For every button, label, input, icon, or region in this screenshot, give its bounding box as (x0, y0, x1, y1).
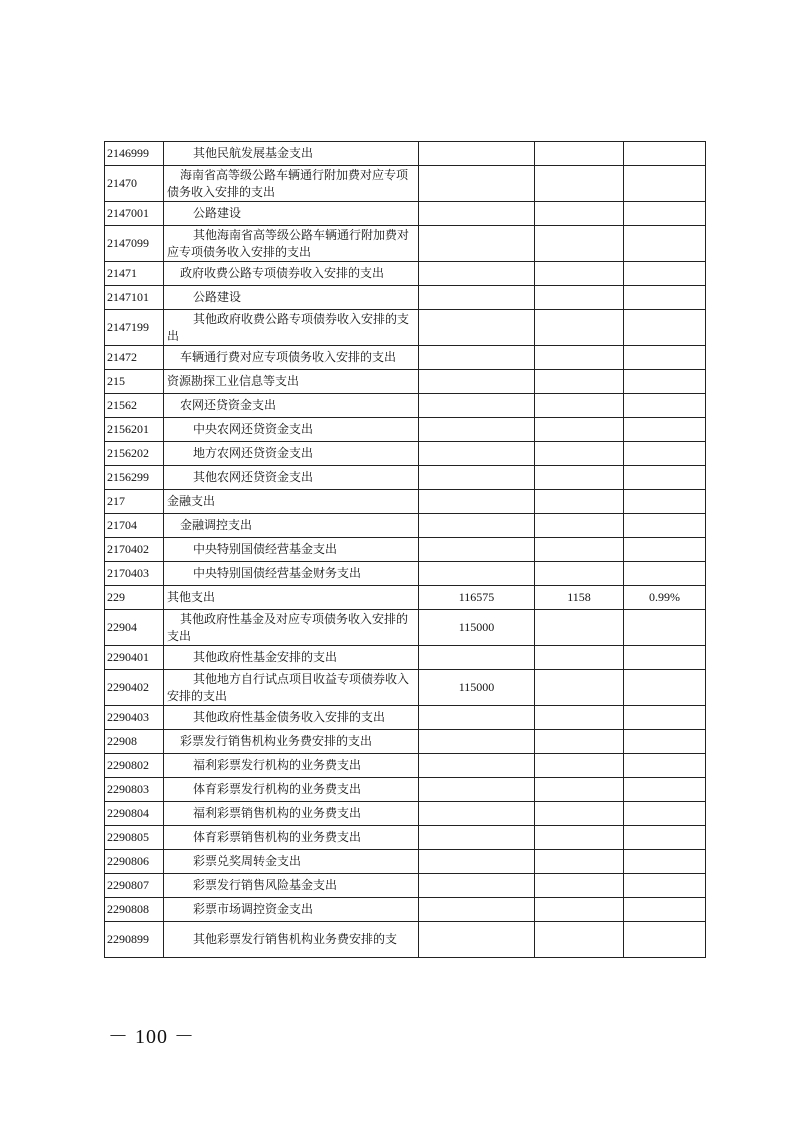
code-cell: 2290806 (105, 850, 164, 874)
name-cell: 公路建设 (164, 286, 419, 310)
name-cell: 其他政府收费公路专项债券收入安排的支出 (164, 310, 419, 346)
percent-cell (624, 754, 706, 778)
name-cell: 其他政府性基金及对应专项债务收入安排的支出 (164, 610, 419, 646)
code-cell: 2290805 (105, 826, 164, 850)
code-cell: 2290403 (105, 706, 164, 730)
amount-cell (419, 922, 535, 958)
percent-cell (624, 610, 706, 646)
percent-cell (624, 346, 706, 370)
amount-cell (535, 394, 624, 418)
amount-cell (419, 226, 535, 262)
code-cell: 21471 (105, 262, 164, 286)
percent-cell (624, 706, 706, 730)
percent-cell (624, 670, 706, 706)
percent-cell: 0.99% (624, 586, 706, 610)
percent-cell (624, 202, 706, 226)
code-cell: 2290402 (105, 670, 164, 706)
name-cell: 海南省高等级公路车辆通行附加费对应专项债务收入安排的支出 (164, 166, 419, 202)
name-cell: 体育彩票发行机构的业务费支出 (164, 778, 419, 802)
name-cell: 中央特别国债经营基金财务支出 (164, 562, 419, 586)
percent-cell (624, 538, 706, 562)
amount-cell (535, 778, 624, 802)
code-cell: 217 (105, 490, 164, 514)
code-cell: 2170402 (105, 538, 164, 562)
amount-cell: 115000 (419, 670, 535, 706)
page-number: － 100 － (108, 1026, 195, 1048)
code-cell: 2290804 (105, 802, 164, 826)
table-row (105, 826, 706, 850)
amount-cell (419, 874, 535, 898)
table-row (105, 922, 706, 958)
amount-cell (535, 202, 624, 226)
percent-cell (624, 166, 706, 202)
code-cell: 2147199 (105, 310, 164, 346)
amount-cell (419, 166, 535, 202)
code-cell: 21472 (105, 346, 164, 370)
percent-cell (624, 310, 706, 346)
amount-cell (419, 370, 535, 394)
code-cell: 2290899 (105, 922, 164, 958)
code-cell: 215 (105, 370, 164, 394)
code-cell: 2156299 (105, 466, 164, 490)
code-cell: 21704 (105, 514, 164, 538)
amount-cell: 116575 (419, 586, 535, 610)
name-cell: 其他农网还贷资金支出 (164, 466, 419, 490)
amount-cell (419, 490, 535, 514)
code-cell: 22908 (105, 730, 164, 754)
amount-cell (419, 898, 535, 922)
amount-cell (419, 646, 535, 670)
table-row (105, 610, 706, 646)
percent-cell (624, 802, 706, 826)
percent-cell (624, 142, 706, 166)
amount-cell (535, 262, 624, 286)
amount-cell (535, 610, 624, 646)
amount-cell (535, 754, 624, 778)
table-row (105, 490, 706, 514)
name-cell: 中央农网还贷资金支出 (164, 418, 419, 442)
amount-cell (419, 778, 535, 802)
amount-cell (535, 346, 624, 370)
table-row (105, 802, 706, 826)
amount-cell (535, 286, 624, 310)
amount-cell (535, 922, 624, 958)
amount-cell (419, 754, 535, 778)
amount-cell (535, 310, 624, 346)
code-cell: 2290803 (105, 778, 164, 802)
name-cell: 其他支出 (164, 586, 419, 610)
percent-cell (624, 730, 706, 754)
percent-cell (624, 874, 706, 898)
table-row (105, 898, 706, 922)
amount-cell (535, 706, 624, 730)
amount-cell (535, 562, 624, 586)
table-body (105, 142, 706, 958)
amount-cell (535, 418, 624, 442)
table-row (105, 370, 706, 394)
table-row (105, 226, 706, 262)
amount-cell (419, 202, 535, 226)
amount-cell (535, 646, 624, 670)
percent-cell (624, 562, 706, 586)
percent-cell (624, 646, 706, 670)
code-cell: 2290802 (105, 754, 164, 778)
code-cell: 21470 (105, 166, 164, 202)
amount-cell: 1158 (535, 586, 624, 610)
amount-cell (535, 670, 624, 706)
code-cell: 21562 (105, 394, 164, 418)
amount-cell (535, 142, 624, 166)
amount-cell (535, 490, 624, 514)
code-cell: 229 (105, 586, 164, 610)
percent-cell (624, 286, 706, 310)
amount-cell (419, 730, 535, 754)
amount-cell (535, 538, 624, 562)
amount-cell (535, 802, 624, 826)
name-cell: 农网还贷资金支出 (164, 394, 419, 418)
code-cell: 2156202 (105, 442, 164, 466)
table-row (105, 646, 706, 670)
table-row (105, 706, 706, 730)
name-cell: 其他民航发展基金支出 (164, 142, 419, 166)
table-row (105, 562, 706, 586)
table-row (105, 754, 706, 778)
name-cell: 福利彩票销售机构的业务费支出 (164, 802, 419, 826)
table-row (105, 142, 706, 166)
amount-cell (419, 538, 535, 562)
name-cell: 其他政府性基金债务收入安排的支出 (164, 706, 419, 730)
amount-cell (535, 874, 624, 898)
name-cell: 彩票发行销售机构业务费安排的支出 (164, 730, 419, 754)
percent-cell (624, 898, 706, 922)
amount-cell (419, 850, 535, 874)
code-cell: 2170403 (105, 562, 164, 586)
name-cell: 福利彩票发行机构的业务费支出 (164, 754, 419, 778)
name-cell: 中央特别国债经营基金支出 (164, 538, 419, 562)
table-row (105, 538, 706, 562)
percent-cell (624, 850, 706, 874)
amount-cell (535, 730, 624, 754)
amount-cell (419, 826, 535, 850)
amount-cell (535, 826, 624, 850)
budget-expenditure-table (104, 141, 706, 958)
amount-cell (419, 418, 535, 442)
table-row (105, 442, 706, 466)
percent-cell (624, 514, 706, 538)
amount-cell (535, 514, 624, 538)
percent-cell (624, 370, 706, 394)
amount-cell (419, 706, 535, 730)
name-cell: 地方农网还贷资金支出 (164, 442, 419, 466)
name-cell: 体育彩票销售机构的业务费支出 (164, 826, 419, 850)
name-cell: 其他政府性基金安排的支出 (164, 646, 419, 670)
amount-cell (419, 802, 535, 826)
name-cell: 资源勘探工业信息等支出 (164, 370, 419, 394)
table-row (105, 262, 706, 286)
amount-cell (419, 346, 535, 370)
code-cell: 22904 (105, 610, 164, 646)
name-cell: 车辆通行费对应专项债务收入安排的支出 (164, 346, 419, 370)
percent-cell (624, 778, 706, 802)
name-cell: 其他海南省高等级公路车辆通行附加费对应专项债务收入安排的支出 (164, 226, 419, 262)
name-cell: 彩票兑奖周转金支出 (164, 850, 419, 874)
code-cell: 2146999 (105, 142, 164, 166)
percent-cell (624, 394, 706, 418)
table-row (105, 310, 706, 346)
percent-cell (624, 262, 706, 286)
name-cell: 公路建设 (164, 202, 419, 226)
percent-cell (624, 418, 706, 442)
code-cell: 2156201 (105, 418, 164, 442)
table-row (105, 286, 706, 310)
table-row (105, 586, 706, 610)
code-cell: 2147101 (105, 286, 164, 310)
amount-cell (535, 442, 624, 466)
percent-cell (624, 466, 706, 490)
code-cell: 2147099 (105, 226, 164, 262)
code-cell: 2290808 (105, 898, 164, 922)
table-row (105, 670, 706, 706)
percent-cell (624, 490, 706, 514)
amount-cell (419, 310, 535, 346)
percent-cell (624, 922, 706, 958)
table-row (105, 166, 706, 202)
amount-cell (419, 394, 535, 418)
code-cell: 2290807 (105, 874, 164, 898)
percent-cell (624, 442, 706, 466)
name-cell: 金融支出 (164, 490, 419, 514)
code-cell: 2290401 (105, 646, 164, 670)
name-cell: 其他彩票发行销售机构业务费安排的支 (164, 922, 419, 958)
amount-cell (419, 562, 535, 586)
amount-cell (535, 166, 624, 202)
amount-cell (535, 370, 624, 394)
name-cell: 其他地方自行试点项目收益专项债券收入安排的支出 (164, 670, 419, 706)
table-row (105, 466, 706, 490)
amount-cell (419, 514, 535, 538)
table-row (105, 418, 706, 442)
amount-cell (419, 262, 535, 286)
amount-cell (419, 442, 535, 466)
table-row (105, 778, 706, 802)
name-cell: 彩票市场调控资金支出 (164, 898, 419, 922)
amount-cell (419, 142, 535, 166)
amount-cell (535, 226, 624, 262)
percent-cell (624, 826, 706, 850)
table-row (105, 514, 706, 538)
table-row (105, 874, 706, 898)
amount-cell (535, 898, 624, 922)
percent-cell (624, 226, 706, 262)
amount-cell (535, 850, 624, 874)
amount-cell (419, 466, 535, 490)
table-row (105, 394, 706, 418)
amount-cell: 115000 (419, 610, 535, 646)
amount-cell (535, 466, 624, 490)
table-row (105, 202, 706, 226)
table-row (105, 346, 706, 370)
name-cell: 政府收费公路专项债券收入安排的支出 (164, 262, 419, 286)
table-row (105, 730, 706, 754)
table-row (105, 850, 706, 874)
code-cell: 2147001 (105, 202, 164, 226)
name-cell: 彩票发行销售风险基金支出 (164, 874, 419, 898)
amount-cell (419, 286, 535, 310)
name-cell: 金融调控支出 (164, 514, 419, 538)
